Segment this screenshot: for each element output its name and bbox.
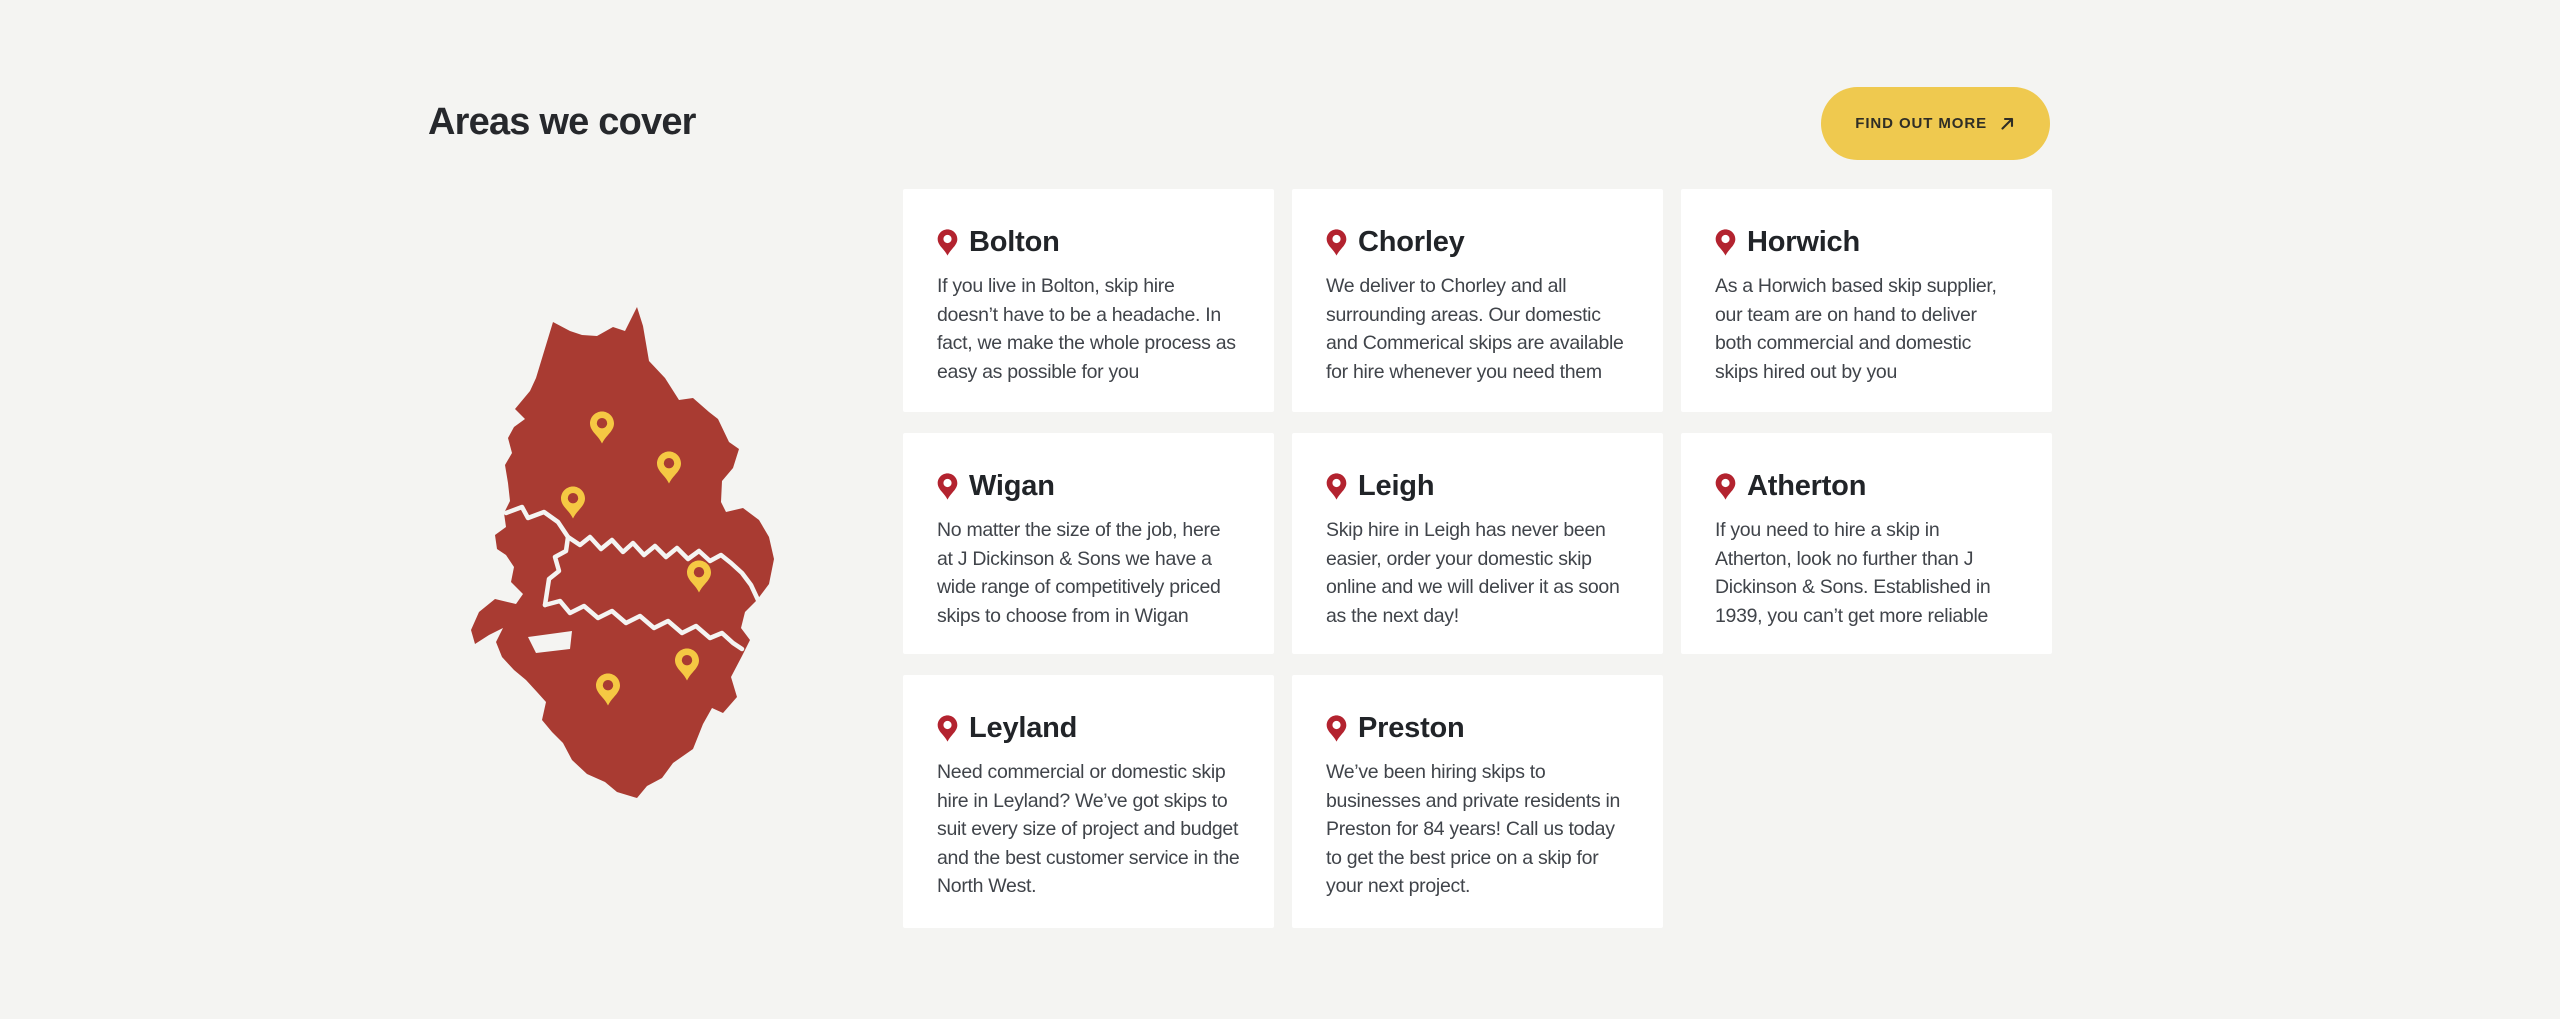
area-description: If you live in Bolton, skip hire doesn’t have to be a headache. In fact, we make the whole process as easy as possible for you	[937, 275, 1236, 383]
area-card-leigh	[1292, 433, 1663, 654]
area-description: We deliver to Chorley and all surrounding areas. Our domestic and Commerical skips are available for hire whenever you need them	[1326, 275, 1624, 383]
area-description: We’ve been hiring skips to businesses and private residents in Preston for 84 years! Call us today to get the best price on a skip for your next project.	[1326, 761, 1621, 897]
section-title: Areas we cover	[428, 101, 696, 143]
location-pin-icon	[937, 473, 958, 500]
area-name: Chorley	[1358, 226, 1465, 258]
coverage-map	[470, 305, 775, 800]
area-card-chorley	[1292, 189, 1663, 412]
location-pin-icon	[1326, 473, 1347, 500]
area-description: Skip hire in Leigh has never been easier, order your domestic skip online and we will deliver it as soon as the next day!	[1326, 519, 1620, 627]
location-pin-icon	[1326, 715, 1347, 742]
area-description: No matter the size of the job, here at J Dickinson & Sons we have a wide range of competitively priced skips to choose from in Wigan	[937, 519, 1221, 627]
area-name: Horwich	[1747, 226, 1860, 258]
area-name: Atherton	[1747, 470, 1867, 502]
area-card-atherton	[1681, 433, 2052, 654]
area-description: Need commercial or domestic skip hire in Leyland? We’ve got skips to suit every size of project and budget and the best customer service in the North West.	[937, 761, 1240, 897]
area-description: As a Horwich based skip supplier, our team are on hand to deliver both commercial and domestic skips hired out by you	[1715, 275, 1997, 383]
find-out-more-button[interactable]	[1821, 87, 2050, 160]
arrow-up-right-icon	[1999, 115, 2016, 132]
location-pin-icon	[1715, 229, 1736, 256]
area-name: Preston	[1358, 712, 1465, 744]
area-card-bolton	[903, 189, 1274, 412]
location-pin-icon	[937, 229, 958, 256]
area-card-preston	[1292, 675, 1663, 928]
area-description: If you need to hire a skip in Atherton, look no further than J Dickinson & Sons. Established in 1939, you can’t get more reliable	[1715, 519, 1991, 627]
area-name: Leigh	[1358, 470, 1435, 502]
location-pin-icon	[1715, 473, 1736, 500]
coverage-map-illustration	[470, 305, 775, 800]
area-name: Wigan	[969, 470, 1055, 502]
area-name: Bolton	[969, 226, 1060, 258]
area-card-wigan	[903, 433, 1274, 654]
location-pin-icon	[1326, 229, 1347, 256]
area-card-leyland	[903, 675, 1274, 928]
area-card-horwich	[1681, 189, 2052, 412]
areas-grid	[903, 189, 2052, 928]
area-name: Leyland	[969, 712, 1078, 744]
find-out-more-label: FIND OUT MORE	[1855, 115, 1987, 132]
location-pin-icon	[937, 715, 958, 742]
